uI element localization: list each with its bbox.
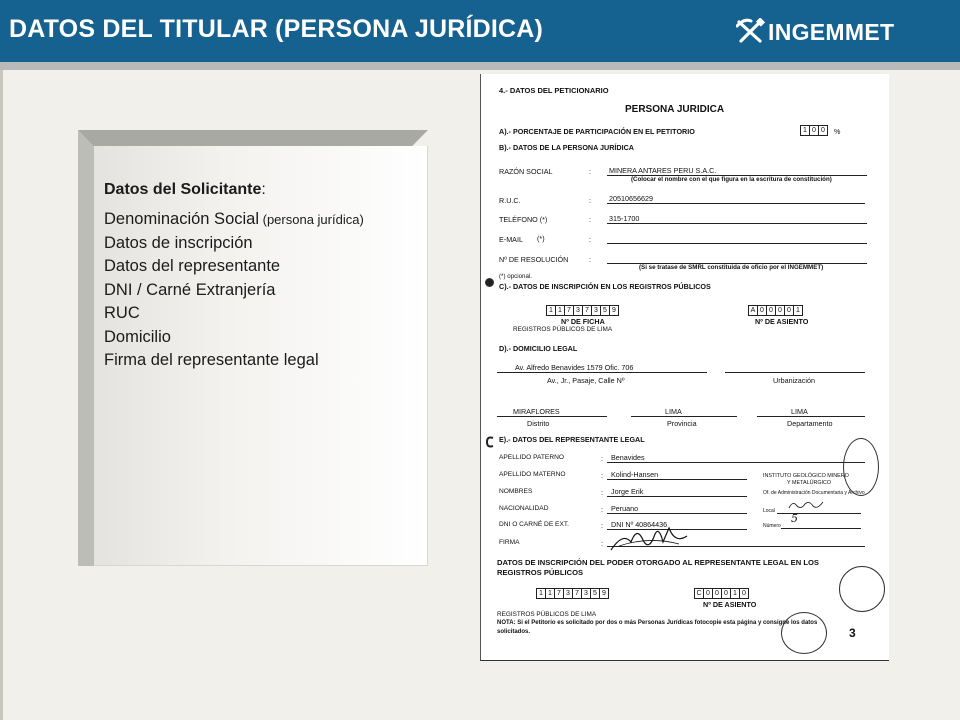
digit-cell: 9 <box>599 588 609 599</box>
colon: : <box>601 505 603 514</box>
digit-cell: 0 <box>721 588 731 599</box>
email-optional-mark: (*) <box>537 234 545 243</box>
colon: : <box>601 488 603 497</box>
address-caption: Av., Jr., Pasaje, Calle Nº <box>547 376 625 385</box>
receipt-line: Local <box>763 508 775 514</box>
rep-row-label: DNI O CARNÉ DE EXT. <box>499 521 569 528</box>
rep-row-label: FIRMA <box>499 539 520 546</box>
telefono-label: TELÉFONO (*) <box>499 215 548 224</box>
oval-stamp <box>843 438 879 496</box>
page-title: DATOS DEL TITULAR (PERSONA JURÍDICA) <box>9 15 544 43</box>
receipt-line-rule <box>781 528 861 529</box>
panel-bevel-left <box>78 130 94 566</box>
digit-cell: C <box>694 588 704 599</box>
poder-label-line2: REGISTROS PÚBLICOS <box>497 568 584 577</box>
receipt-line: Of. de Administración Documentaria y Archivo <box>763 490 865 496</box>
section-e-label: E).- DATOS DEL REPRESENTANTE LEGAL <box>499 435 645 444</box>
solicitante-heading: Datos del Solicitante: <box>104 181 266 198</box>
email-label: E-MAIL <box>499 235 523 244</box>
address-value: Av. Alfredo Benavides 1579 Ofic. 706 <box>515 363 634 372</box>
digit-cell: 7 <box>554 588 564 599</box>
solicitante-content <box>104 181 364 373</box>
field-line <box>607 243 867 244</box>
logo-text: INGEMMET <box>768 19 895 45</box>
section-c-label: C).- DATOS DE INSCRIPCIÓN EN LOS REGISTROS PÚBLICOS <box>499 282 711 291</box>
digit-cell: 7 <box>564 305 574 316</box>
rep-row-value: Benavides <box>611 453 645 462</box>
digit-cell: 1 <box>793 305 803 316</box>
digit-cell: 0 <box>766 305 776 316</box>
digit-cell: 1 <box>536 588 546 599</box>
digit-cell: 0 <box>703 588 713 599</box>
digit-cell: 9 <box>609 305 619 316</box>
poder-asiento-cells <box>695 588 749 599</box>
receipt-line: Y METALÚRGICO <box>787 480 832 486</box>
digit-cell: 3 <box>581 588 591 599</box>
registry-label: REGISTROS PÚBLICOS DE LIMA <box>513 326 613 333</box>
asiento-label: Nº DE ASIENTO <box>755 317 809 326</box>
rep-row-label: APELLIDO PATERNO <box>499 454 564 461</box>
resolucion-label: Nº DE RESOLUCIÓN <box>499 255 569 264</box>
handwritten-initials <box>787 498 827 512</box>
digit-cell: 1 <box>545 588 555 599</box>
field-line <box>607 462 865 463</box>
poder-asiento-label: Nº DE ASIENTO <box>703 600 757 609</box>
poder-ficha-cells <box>537 588 609 599</box>
digit-cell: 3 <box>573 305 583 316</box>
departamento-caption: Departamento <box>787 419 833 428</box>
rep-row-value: Jorge Erik <box>611 487 644 496</box>
field-line <box>607 223 867 224</box>
field-line <box>607 479 747 480</box>
signature-mark <box>609 522 689 554</box>
receipt-number: 5 <box>791 512 798 525</box>
colon: : <box>589 235 591 244</box>
colon: : <box>601 454 603 463</box>
round-stamp <box>781 612 827 654</box>
nota-line1: NOTA: Si el Petitorio es solicitado por dos o más Personas Jurídicas fotocopie esta página y consigne los datos <box>497 620 818 626</box>
colon: : <box>601 471 603 480</box>
list-item: Domicilio <box>104 327 171 346</box>
poder-registry: REGISTROS PÚBLICOS DE LIMA <box>497 611 597 618</box>
digit-cell: 0 <box>739 588 749 599</box>
ruc-value: 20510656629 <box>609 194 653 203</box>
list-item: Datos del representante <box>104 257 281 275</box>
rep-row-label: NOMBRES <box>499 488 533 495</box>
rep-row-label: APELLIDO MATERNO <box>499 471 566 478</box>
departamento-value: LIMA <box>791 407 808 416</box>
rep-row-value: DNI Nº 40864436 <box>611 520 668 529</box>
telefono-value: 315-1700 <box>609 214 640 223</box>
digit-cell: 5 <box>590 588 600 599</box>
section-a-label: A).- PORCENTAJE DE PARTICIPACIÓN EN EL PETITORIO <box>499 127 695 136</box>
resolucion-note: (Si se tratase de SMRL constituida de oficio por el INGEMMET) <box>639 264 824 271</box>
digit-cell: 7 <box>582 305 592 316</box>
ficha-label: Nº DE FICHA <box>561 317 605 326</box>
list-item: Denominación Social (persona jurídica) <box>104 210 364 228</box>
digit-cell: A <box>748 305 758 316</box>
percentage-cells <box>801 125 828 136</box>
digit-cell: 1 <box>546 305 556 316</box>
header-divider <box>0 62 960 70</box>
receipt-line: INSTITUTO GEOLÓGICO MINERO <box>763 473 849 479</box>
field-line <box>607 203 865 204</box>
colon: : <box>601 539 603 548</box>
colon: : <box>601 521 603 530</box>
solicitante-list <box>104 208 364 373</box>
scanned-form <box>480 74 889 661</box>
margin-mark <box>485 278 494 287</box>
colon: : <box>589 196 591 205</box>
digit-cell: 7 <box>572 588 582 599</box>
digit-cell: 0 <box>775 305 785 316</box>
list-item: Firma del representante legal <box>104 351 319 369</box>
ruc-label: R.U.C. <box>499 196 521 205</box>
rep-row-value: Peruano <box>611 504 639 513</box>
pick-and-shovel-icon <box>736 18 766 44</box>
header-bar <box>0 0 960 62</box>
urbanizacion-caption: Urbanización <box>773 376 815 385</box>
digit-cell: 3 <box>563 588 573 599</box>
field-line <box>725 372 865 373</box>
receipt-line: Número <box>763 523 781 529</box>
field-line <box>631 416 737 417</box>
list-item: Datos de inscripción <box>104 233 253 252</box>
page-number: 3 <box>849 626 856 640</box>
colon: : <box>589 215 591 224</box>
digit-cell: 0 <box>784 305 794 316</box>
section-b-label: B).- DATOS DE LA PERSONA JURÍDICA <box>499 143 634 152</box>
rep-row-label: NACIONALIDAD <box>499 505 549 512</box>
form-subtitle: PERSONA JURIDICA <box>625 104 725 115</box>
colon: : <box>589 167 591 176</box>
percent-sign: % <box>834 127 841 136</box>
section-d-label: D).- DOMICILIO LEGAL <box>499 344 578 353</box>
field-line <box>757 416 865 417</box>
nota-line2: solicitados. <box>497 629 531 635</box>
distrito-value: MIRAFLORES <box>513 407 560 416</box>
receipt-line-rule <box>777 513 861 514</box>
rep-row-value: Kolind-Hansen <box>611 470 659 479</box>
field-line <box>497 372 707 373</box>
field-line <box>607 496 747 497</box>
razon-social-label: RAZÓN SOCIAL <box>499 167 553 176</box>
panel-bevel-top <box>78 130 428 146</box>
digit-cell: 1 <box>730 588 740 599</box>
digit-cell: 1 <box>800 125 810 136</box>
digit-cell: 1 <box>555 305 565 316</box>
list-item: RUC <box>104 304 140 322</box>
razon-social-note: (Colocar el nombre con el que figura en la escritura de constitución) <box>631 176 832 183</box>
asiento-cells <box>749 305 803 316</box>
digit-cell: 3 <box>591 305 601 316</box>
colon: : <box>589 255 591 264</box>
digit-cell: 0 <box>757 305 767 316</box>
round-stamp <box>839 566 885 612</box>
digit-cell: 0 <box>818 125 828 136</box>
razon-social-value: MINERA ANTARES PERU S.A.C. <box>609 166 717 175</box>
digit-cell: 0 <box>712 588 722 599</box>
field-line <box>607 513 747 514</box>
provincia-value: LIMA <box>665 407 682 416</box>
optional-note: (*) opcional. <box>499 273 533 280</box>
digit-cell: 5 <box>600 305 610 316</box>
ficha-cells <box>547 305 619 316</box>
poder-label-line1: DATOS DE INSCRIPCIÓN DEL PODER OTORGADO AL REPRESENTANTE LEGAL EN LOS <box>497 558 819 567</box>
form-section-title: 4.- DATOS DEL PETICIONARIO <box>499 86 609 95</box>
provincia-caption: Provincia <box>667 419 697 428</box>
distrito-caption: Distrito <box>527 419 550 428</box>
field-line <box>497 416 607 417</box>
margin-c-mark <box>485 436 495 448</box>
left-margin-rule <box>0 70 3 720</box>
list-item: DNI / Carné Extranjería <box>104 280 276 299</box>
digit-cell: 0 <box>809 125 819 136</box>
